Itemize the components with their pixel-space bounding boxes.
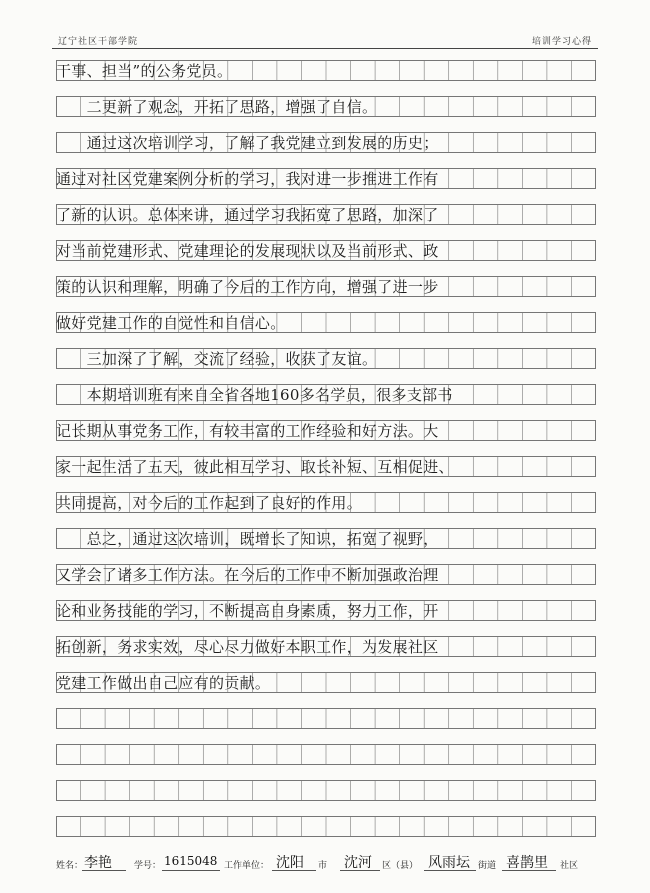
essay-line: 对当前党建形式、党建理论的发展现状以及当前形式、政 [56, 242, 439, 260]
name-label: 姓名： [56, 861, 84, 871]
essay-line: 了新的认识。总体来讲，通过学习我拓宽了思路，加深了 [56, 206, 439, 224]
city-underline [272, 870, 316, 871]
community-suffix: 社区 [560, 861, 579, 871]
district-underline [340, 870, 380, 871]
essay-line: 拓创新，务求实效，尽心尽力做好本职工作，为发展社区 [56, 638, 439, 656]
community-value: 喜鹊里 [506, 855, 548, 871]
id-underline [162, 870, 220, 871]
city-value: 沈阳 [276, 855, 304, 871]
community-underline [502, 870, 556, 871]
street-value: 风雨坛 [428, 855, 470, 871]
header-divider [52, 48, 598, 49]
district-value: 沈河 [344, 855, 372, 871]
essay-line: 策的认识和理解，明确了今后的工作方向，增强了进一步 [56, 278, 439, 296]
document-title: 培训学习心得 [531, 37, 592, 47]
name-underline [82, 870, 126, 871]
street-suffix: 街道 [478, 861, 497, 871]
essay-line: 干事、担当”的公务党员。 [56, 62, 233, 80]
essay-line: 通过这次培训学习，了解了我党建立到发展的历史； [56, 134, 439, 152]
essay-line: 通过对社区党建案例分析的学习，我对进一步推进工作有 [56, 170, 439, 188]
essay-line: 又学会了诸多工作方法。在今后的工作中不断加强政治理 [56, 566, 439, 584]
institution-name: 辽宁社区干部学院 [58, 37, 139, 47]
unit-label: 工作单位： [224, 861, 270, 871]
street-underline [424, 870, 476, 871]
name-value: 李艳 [84, 855, 112, 871]
essay-line: 二更新了观念，开拓了思路，增强了自信。 [56, 98, 378, 116]
district-suffix: 区（县） [382, 861, 419, 871]
essay-line: 家一起生活了五天，彼此相互学习、取长补短、互相促进、 [56, 458, 454, 476]
student-info [56, 852, 594, 874]
essay-line: 做好党建工作的自觉性和自信心。 [56, 314, 286, 332]
essay-line: 论和业务技能的学习，不断提高自身素质，努力工作，开 [56, 602, 439, 620]
id-label: 学号： [134, 861, 162, 871]
page-header [52, 30, 598, 50]
id-value: 1615048 [164, 854, 218, 868]
essay-line: 共同提高，对今后的工作起到了良好的作用。 [56, 494, 363, 512]
city-suffix: 市 [318, 861, 328, 871]
essay-line: 三加深了了解，交流了经验，收获了友谊。 [56, 350, 378, 368]
writing-grid [56, 56, 596, 848]
essay-line: 本期培训班有来自全省各地160多名学员，很多支部书 [56, 386, 453, 404]
essay-line: 记长期从事党务工作，有较丰富的工作经验和好方法。大 [56, 422, 439, 440]
essay-line: 总之，通过这次培训，既增长了知识，拓宽了视野， [56, 530, 439, 548]
essay-line: 党建工作做出自己应有的贡献。 [56, 674, 271, 692]
